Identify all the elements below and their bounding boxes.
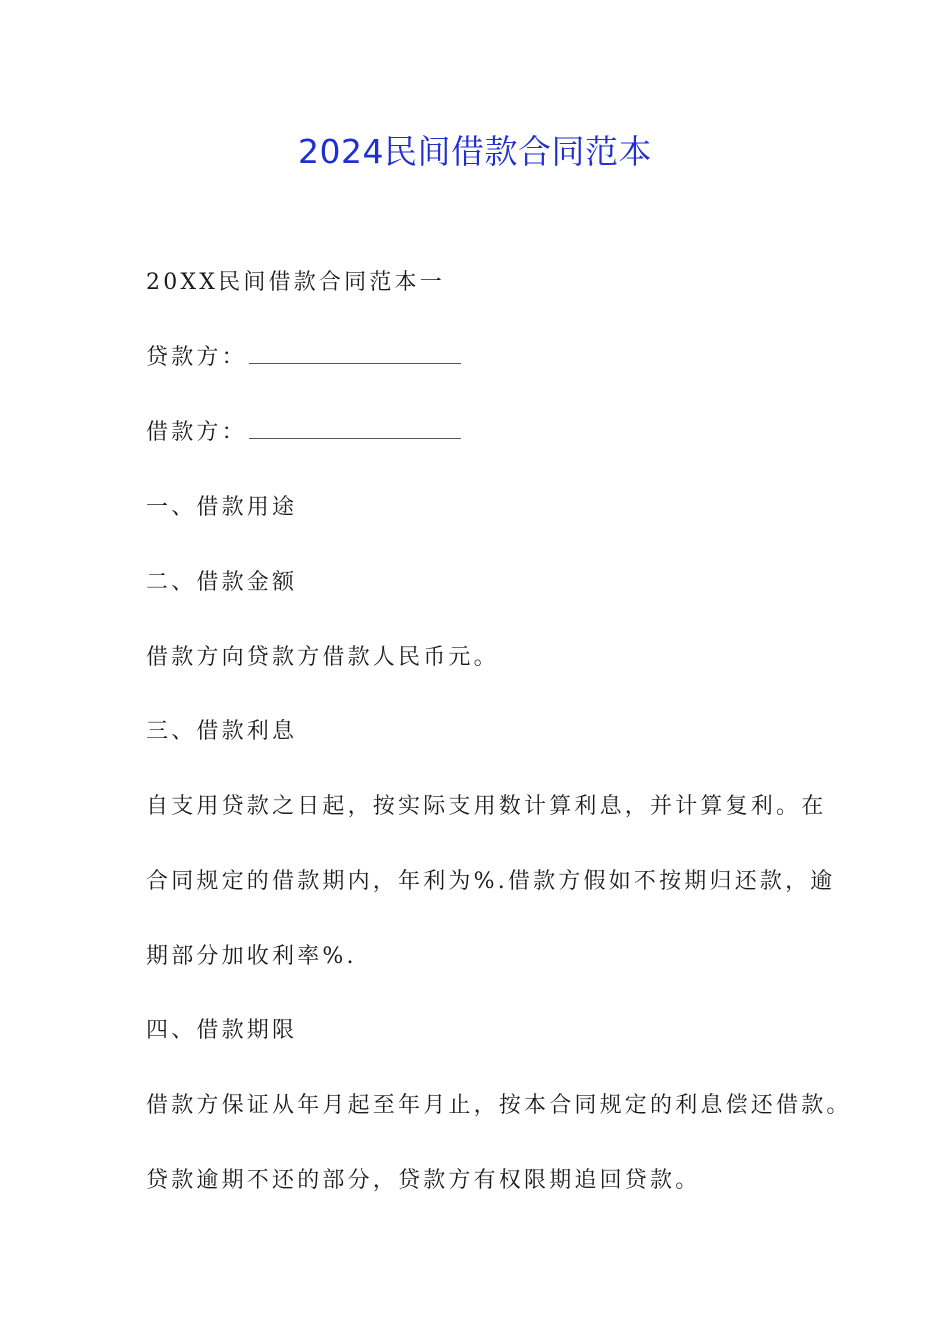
borrower-field <box>146 418 846 448</box>
interest-paragraph-line: 合同规定的借款期内，年利为%.借款方假如不按期归还款，逾 <box>146 869 836 894</box>
section-heading-interest: 三、借款利息 <box>146 719 298 744</box>
section-heading-amount: 二、借款金额 <box>146 570 298 595</box>
section-heading-term: 四、借款期限 <box>146 1018 298 1043</box>
amount-paragraph: 借款方向贷款方借款人民币元。 <box>146 645 499 670</box>
lender-blank-line <box>249 343 461 364</box>
document-subtitle: 20XX民间借款合同范本一 <box>146 270 445 295</box>
interest-paragraph-line: 期部分加收利率%. <box>146 944 357 969</box>
lender-label: 贷款方： <box>146 345 247 370</box>
term-paragraph-line: 贷款逾期不还的部分，贷款方有权限期追回贷款。 <box>146 1168 701 1193</box>
borrower-label: 借款方： <box>146 420 247 445</box>
lender-field <box>146 343 846 373</box>
borrower-blank-line <box>249 418 461 439</box>
document-title: 2024民间借款合同范本 <box>298 132 652 171</box>
term-paragraph-line: 借款方保证从年月起至年月止，按本合同规定的利息偿还借款。 <box>146 1093 852 1118</box>
interest-paragraph-line: 自支用贷款之日起，按实际支用数计算利息，并计算复利。在 <box>146 794 827 819</box>
section-heading-purpose: 一、借款用途 <box>146 495 298 520</box>
